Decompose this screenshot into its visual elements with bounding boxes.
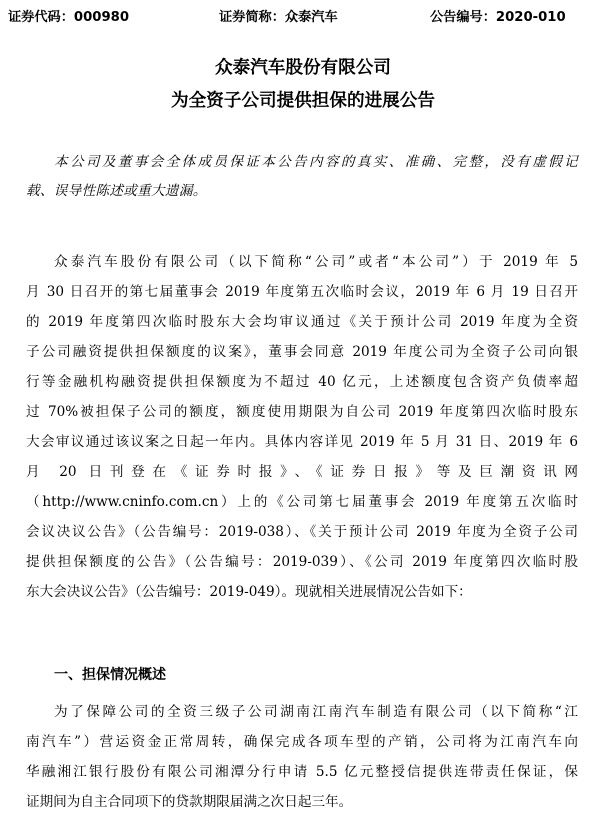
section-heading: 一、担保情况概述 (54, 667, 166, 683)
body-line: 的 2019 年度第四次临时股东大会均审议通过《关于预计公司 2019 年度为全资 (26, 314, 578, 330)
body-line: 子公司融资提供担保额度的议案》，董事会同意 2019 年度公司为全资子公司向银 (26, 344, 578, 360)
body-line: 众泰汽车股份有限公司（以下简称“公司”或者“本公司”）于 2019 年 5 (54, 254, 578, 270)
body-line: （http://www.cninfo.com.cn）上的《公司第七届董事会 2019 年度第五次临时 (26, 494, 578, 510)
securities-code: 证券代码：000980 (8, 10, 129, 25)
body-line: 会议决议公告》（公告编号：2019-038）、《关于预计公司 2019 年度为全资子公司 (26, 524, 578, 540)
body-line: 月 30 日召开的第七届董事会 2019 年度第五次临时会议，2019 年 6 月 19 日召开 (26, 284, 578, 300)
section-line: 南汽车”）营运资金正常周转，确保完成各项车型的产销，公司将为江南汽车向 (26, 734, 578, 750)
body-line: 月 20 日刊登在《证券时报》、《证券日报》等及巨潮资讯网 (26, 464, 578, 480)
statement-line: 本公司及董事会全体成员保证本公告内容的真实、准确、完整，没有虚假记 (54, 154, 578, 170)
company-name-title: 众泰汽车股份有限公司 (215, 58, 391, 78)
section-line: 证期间为自主合同项下的贷款期限届满之次日起三年。 (26, 794, 353, 810)
body-line: 提供担保额度的公告》（公告编号：2019-039）、《公司 2019 年度第四次临时股 (26, 554, 578, 570)
securities-abbreviation: 证券简称：众泰汽车 (219, 10, 338, 25)
body-line: 东大会决议公告》（公告编号：2019-049）。现就相关进展情况公告如下： (26, 584, 472, 600)
document-header (8, 6, 600, 26)
statement-line: 载、误导性陈述或重大遗漏。 (26, 183, 207, 199)
body-line: 行等金融机构融资提供担保额度为不超过 40 亿元，上述额度包含资产负债率超 (26, 374, 578, 390)
body-line: 过 70%被担保子公司的额度，额度使用期限为自公司 2019 年度第四次临时股东 (26, 404, 578, 420)
announcement-title: 为全资子公司提供担保的进展公告 (171, 91, 435, 111)
section-line: 为了保障公司的全资三级子公司湖南江南汽车制造有限公司（以下简称“江 (54, 704, 578, 720)
announcement-number: 公告编号：2020-010 (430, 10, 566, 25)
body-line: 大会审议通过该议案之日起一年内。具体内容详见 2019 年 5 月 31 日、2019 年 6 (26, 434, 578, 450)
section-line: 华融湘江银行股份有限公司湘潭分行申请 5.5 亿元整授信提供连带责任保证，保 (26, 764, 578, 780)
